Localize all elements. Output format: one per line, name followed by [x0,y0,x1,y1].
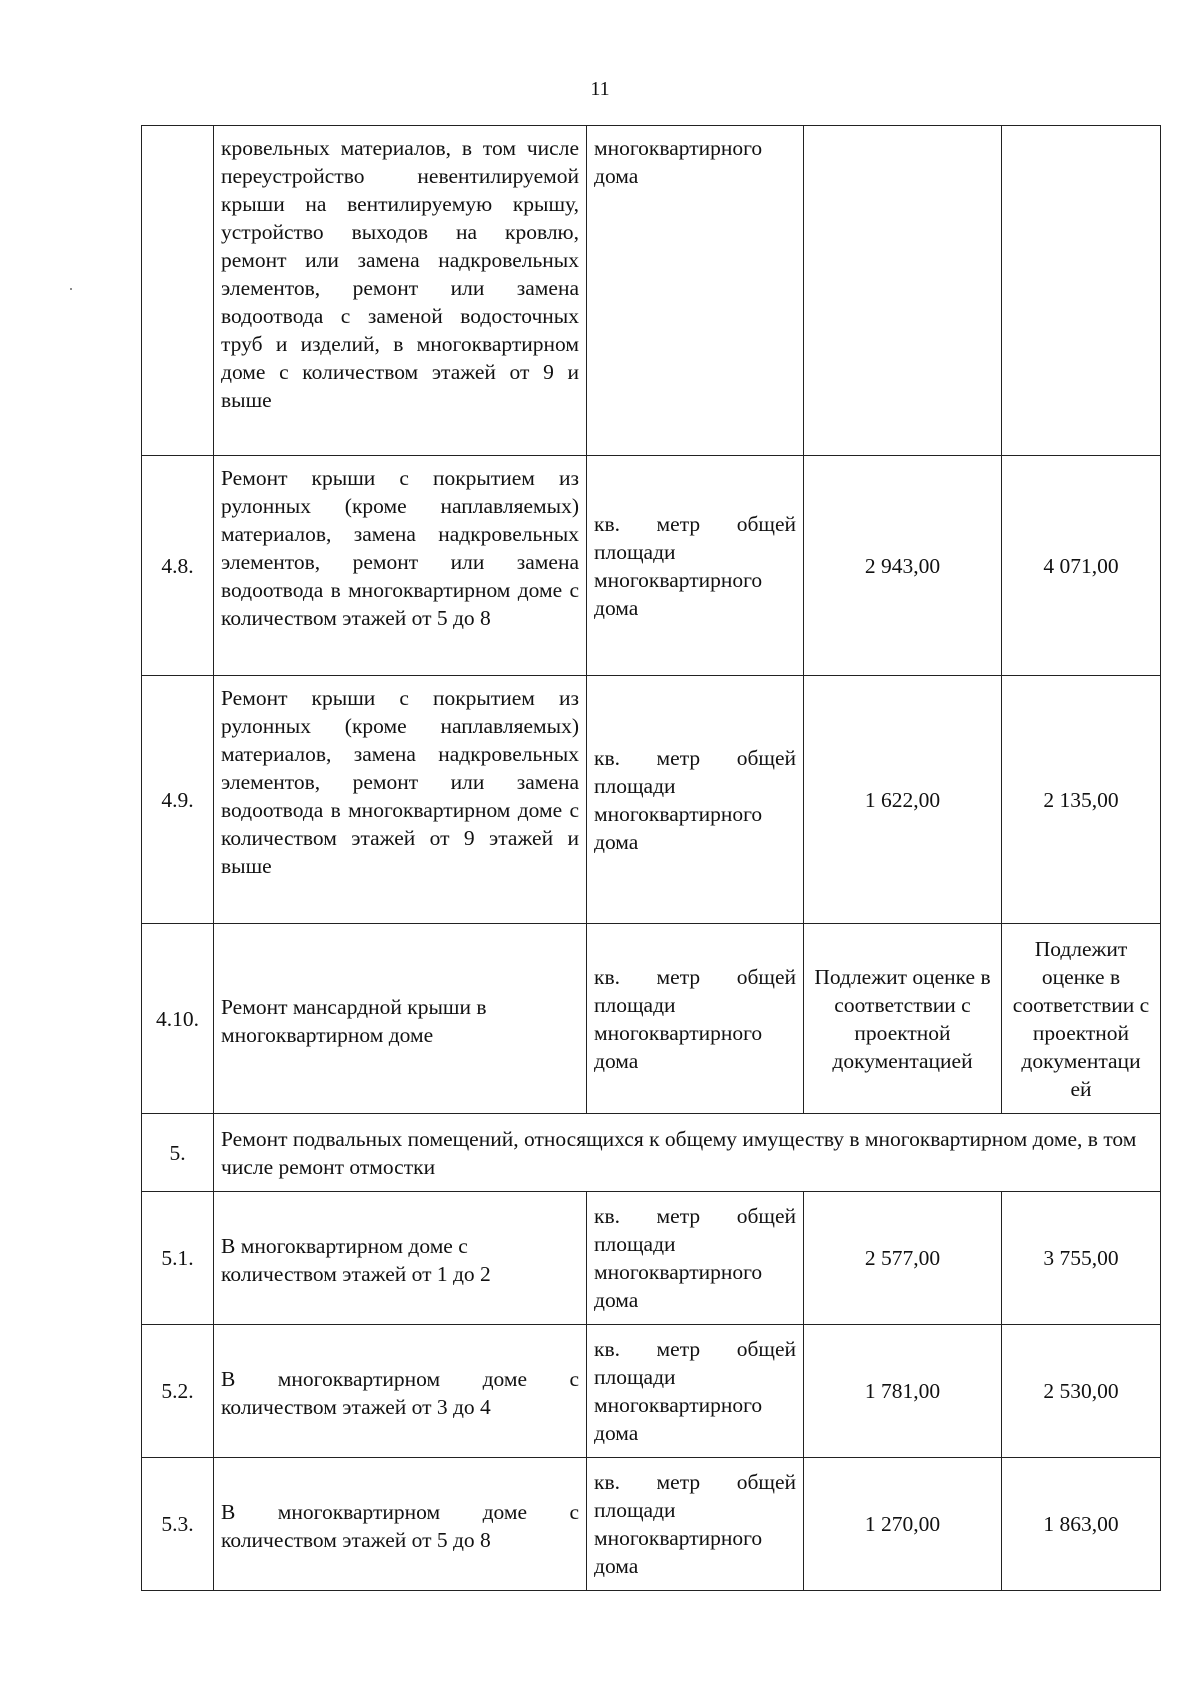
price-limit: 1 863,00 [1002,1458,1161,1591]
page-number: 11 [590,78,610,100]
unit-of-measure: кв. метр общей площади многоквартирного дома [587,676,804,924]
table-row [142,1192,1161,1325]
work-description: В многоквартирном доме с количеством этажей от 3 до 4 [214,1325,587,1458]
unit-of-measure: кв. метр общей площади многоквартирного дома [587,924,804,1114]
item-number: 4.9. [142,676,214,924]
price-value: 1 622,00 [804,676,1002,924]
table-row [142,1458,1161,1591]
item-number: 4.8. [142,456,214,676]
item-number: 5.1. [142,1192,214,1325]
price-limit: 2 135,00 [1002,676,1161,924]
price-table [141,125,1161,1591]
price-value: 1 781,00 [804,1325,1002,1458]
work-description: В многоквартирном доме с количеством этажей от 1 до 2 [214,1192,587,1325]
price-value: 2 577,00 [804,1192,1002,1325]
table-row [142,456,1161,676]
section-row [142,1114,1161,1192]
price-limit: 2 530,00 [1002,1325,1161,1458]
item-number: 5.3. [142,1458,214,1591]
table-row [142,1325,1161,1458]
unit-of-measure: кв. метр общей площади многоквартирного дома [587,1458,804,1591]
work-description: Ремонт мансардной крыши в многоквартирном доме [214,924,587,1114]
unit-of-measure: кв. метр общей площади многоквартирного дома [587,1192,804,1325]
price-value [804,126,1002,456]
price-value: 2 943,00 [804,456,1002,676]
scan-speck [70,288,72,290]
price-value: Подлежит оценке в соответствии с проектной документацией [804,924,1002,1114]
price-limit: 3 755,00 [1002,1192,1161,1325]
work-description: Ремонт крыши с покрытием из рулонных (кроме наплавляемых) материалов, замена надкровельных элементов, ремонт или замена водоотвода в многоквартирном доме с количеством этажей от 9 этажей и выше [214,676,587,924]
unit-of-measure: кв. метр общей площади многоквартирного дома [587,1325,804,1458]
price-limit: 4 071,00 [1002,456,1161,676]
work-description: Ремонт крыши с покрытием из рулонных (кроме наплавляемых) материалов, замена надкровельных элементов, ремонт или замена водоотвода в многоквартирном доме с количеством этажей от 5 до 8 [214,456,587,676]
unit-of-measure: кв. метр общей площади многоквартирного дома [587,456,804,676]
section-title: Ремонт подвальных помещений, относящихся к общему имуществу в многоквартирном доме, в том числе ремонт отмостки [214,1114,1161,1192]
table-row [142,676,1161,924]
work-description: В многоквартирном доме с количеством этажей от 5 до 8 [214,1458,587,1591]
price-value: 1 270,00 [804,1458,1002,1591]
price-limit: Подлежит оценке в соответствии с проектной документаци ей [1002,924,1161,1114]
price-limit [1002,126,1161,456]
table-row [142,924,1161,1114]
work-description: кровельных материалов, в том числе переустройство невентилируемой крыши на вентилируемую крышу, устройство выходов на кровлю, ремонт или замена надкровельных элементов, ремонт или замена водоотвода с заменой водосточных труб и изделий, в многоквартирном доме с количеством этажей от 9 и выше [214,126,587,456]
table-row [142,126,1161,456]
item-number [142,126,214,456]
item-number: 4.10. [142,924,214,1114]
unit-of-measure: многоквартирного дома [587,126,804,456]
section-number: 5. [142,1114,214,1192]
item-number: 5.2. [142,1325,214,1458]
